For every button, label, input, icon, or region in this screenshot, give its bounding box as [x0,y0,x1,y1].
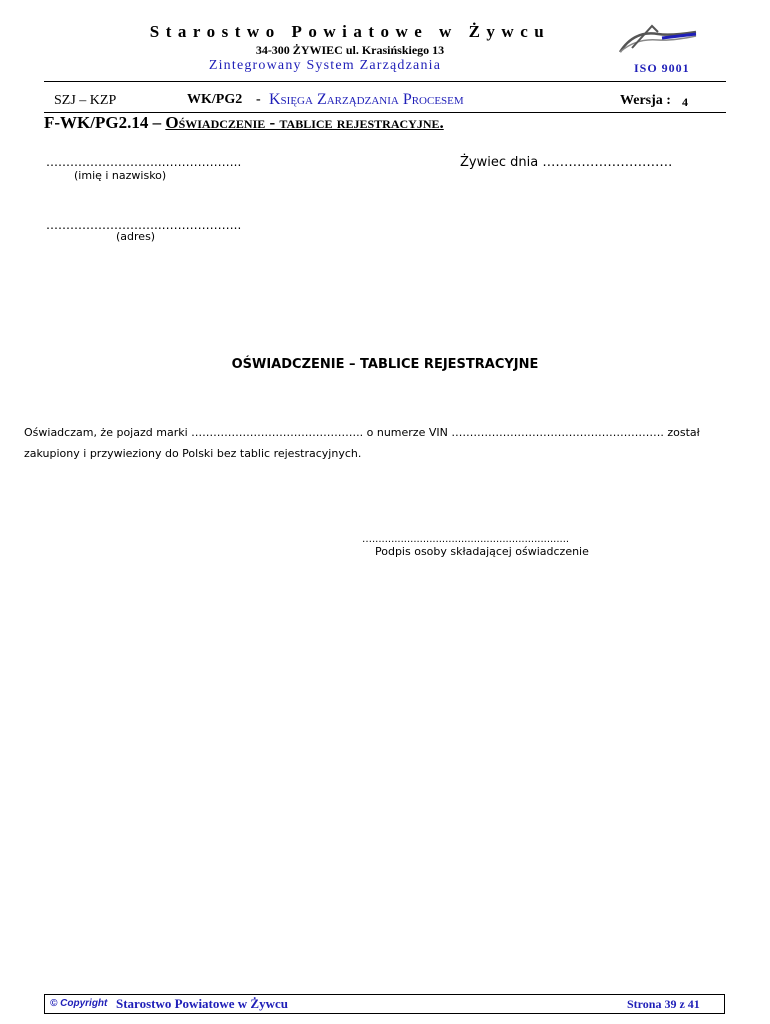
statement-heading: OŚWIADCZENIE – TABLICE REJESTRACYJNE [231,357,539,372]
statement-text-1: Oświadczam, że pojazd marki ……………………………………….. o numerze VIN …………………………………………………. został [24,426,700,439]
header-divider [44,81,726,82]
office-address: 34-300 ŻYWIEC ul. Krasińskiego 13 [255,43,445,57]
unit-code: SZJ – KZP [54,93,117,108]
form-title [44,113,444,133]
signature-field[interactable]: ….............................................................. [362,534,570,545]
address-field-label: (adres) [116,230,156,243]
procedure-code: WK/PG2 [187,92,243,107]
version-label: Wersja : [620,93,671,108]
address-field[interactable]: ………………………..……………….. [46,218,242,232]
office-title: Starostwo Powiatowe w Żywcu [149,22,551,41]
form-name: Oświadczenie - tablice rejestracyjne. [165,113,444,132]
quality-logo-icon [612,18,702,60]
place-date-field[interactable]: Żywiec dnia ………………………… [460,155,673,170]
footer-organization: Starostwo Powiatowe w Żywcu [116,996,288,1011]
version-number: 4 [682,95,688,109]
book-title: Księga Zarządzania Procesem [269,91,464,108]
form-id: F-WK/PG2.14 – [44,113,166,132]
copyright-text: © Copyright [50,998,108,1009]
signature-label: Podpis osoby składającej oświadczenie [375,545,589,558]
statement-line-2: zakupiony i przywieziony do Polski bez tablic rejestracyjnych. [24,447,362,460]
name-field-label: (imię i nazwisko) [74,169,167,182]
procedure-separator: - [256,92,261,107]
management-system-label: Zintegrowany System Zarządzania [208,58,442,73]
statement-line-1 [24,426,724,439]
page-number: Strona 39 z 41 [627,997,700,1011]
name-field[interactable]: ………………………..……………….. [46,155,242,169]
iso-badge: ISO 9001 [634,61,690,75]
